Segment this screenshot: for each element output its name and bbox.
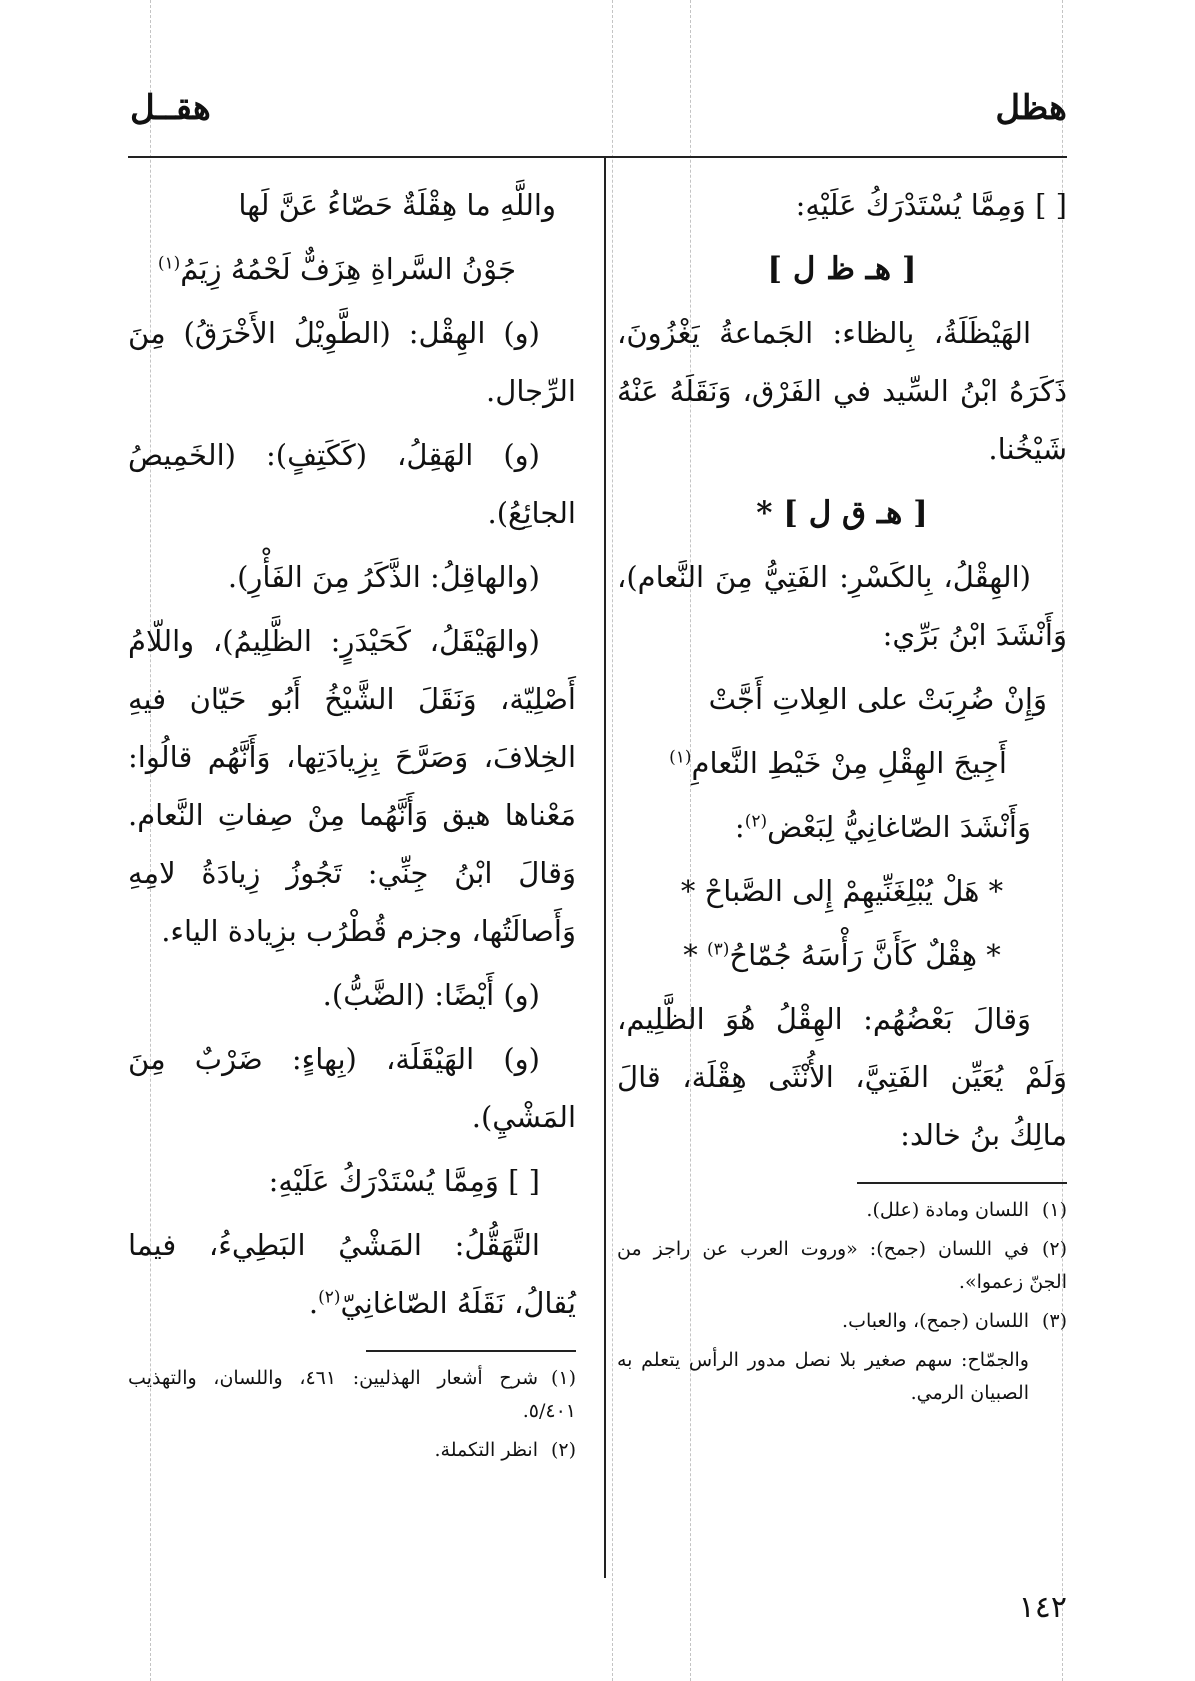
definition-hayqala: (و) الهَيْقَلَة، (بِهاءٍ: ضَرْبٌ مِنَ المَشْيِ).: [128, 1042, 576, 1134]
footnote: [617, 1194, 1067, 1227]
footnote-number: (١): [550, 1367, 576, 1389]
definition-hiql: (الهِقْلُ، بِالكَسْرِ: الفَتِيُّ مِنَ النَّعام)، وَأَنْشَدَ ابْنُ بَرِّي:: [617, 560, 1067, 652]
footnote: [617, 1305, 1067, 1338]
definition-haqil-mouse: (والهاقِلُ: الذَّكَرُ مِنَ الفَأْرِ).: [227, 560, 540, 594]
footnote: [617, 1233, 1067, 1299]
definition-continued: وَقالَ بَعْضُهُم: الهِقْلُ هُوَ الظَّلِيم، وَلَمْ يُعَيِّن الفَتِيَّ، الأُنْثَى هِقْلَة، قالَ مالِكُ بنُ خالد:: [617, 1002, 1067, 1152]
footnote-marker: (١): [669, 747, 692, 768]
addendum-line: [ ] وَمِمَّا يُسْتَدْرَكُ عَلَيْهِ:: [795, 188, 1067, 222]
footnote-text: شرح أشعار الهذليين: ٤٦١، واللسان، والتهذيب ٥/٤٠١.: [128, 1367, 576, 1422]
quote-intro-text: وَأَنْشَدَ الصّاغانِيُّ لِبَعْض: [767, 810, 1031, 844]
footnote-text: اللسان (جمح)، والعباب.: [842, 1310, 1029, 1332]
definition-text: التَّهَقُّلُ: المَشْيُ البَطِيءُ، فيما يُقالُ، نَقَلَهُ الصّاغانِيّ: [128, 1228, 576, 1320]
footnote-rule: [857, 1182, 1067, 1184]
running-head-right: هظل: [995, 88, 1067, 128]
header-rule: [128, 156, 1067, 158]
rajaz-text: * هِقْلٌ كَأَنَّ رَأْسَهُ جُمّاحُ: [729, 938, 1001, 972]
footnote-continuation: والجمّاح: سهم صغير بلا نصل مدور الرأس يتعلم به الصبيان الرمي.: [617, 1349, 1029, 1404]
footnote-text: اللسان ومادة (علل).: [866, 1199, 1029, 1221]
footnote-number: (٢): [1041, 1238, 1067, 1260]
verse-line: [617, 734, 1067, 792]
footnote-marker: (٢): [318, 1287, 341, 1308]
footnote-marker: (١): [157, 253, 181, 274]
right-column: [617, 176, 1067, 1416]
verse-line: [128, 240, 576, 298]
page-number: ١٤٢: [1018, 1590, 1067, 1625]
left-column: [128, 176, 576, 1473]
footnote-text: في اللسان (جمح): «وروت العرب عن راجز من الجنّ زعموا».: [617, 1238, 1067, 1293]
footnote: [128, 1434, 576, 1467]
quote-intro: [617, 798, 1067, 856]
rajaz-line: * هَلْ يُبْلِغَنِّيهِمْ إِلى الصَّباحْ *: [680, 874, 1004, 908]
footnote-marker: (٣): [706, 939, 730, 960]
footnote-marker: (٢): [744, 811, 768, 832]
column-divider: [604, 156, 606, 1578]
verse-text: جَوْنُ السَّراةِ هِزَفٌّ لَحْمُهُ زِيَمُ: [180, 252, 516, 286]
verse-line: وَإِنْ ضُرِبَتْ على العِلاتِ أَجَّتْ: [708, 682, 1047, 716]
footnote-number: (١): [1041, 1199, 1067, 1221]
definition-haqil: (و) الهَقِلُ، (كَكَتِفٍ): (الخَمِيصُ الجائِعُ).: [128, 438, 576, 530]
footnote-number: (٢): [550, 1439, 576, 1461]
running-head-left: هقــل: [130, 88, 211, 128]
definition-dabb: (و) أَيْضًا: (الضَّبُّ).: [322, 978, 540, 1012]
footnote: [128, 1362, 576, 1428]
rajaz-line: [617, 926, 1067, 984]
footnote-rule: [366, 1350, 576, 1352]
punctuation: :: [734, 810, 745, 844]
definition-tall-clumsy: (و) الهِقْل: (الطَّوِيْلُ الأَخْرَقُ) مِنَ الرِّجال.: [128, 316, 576, 408]
verse-text: أَجِيجَ الهِقْلِ مِنْ خَيْطِ النَّعامِ: [691, 746, 1007, 780]
definition-tahaqqul: [128, 1216, 576, 1332]
punctuation: .: [308, 1286, 319, 1320]
footnote-text: انظر التكملة.: [434, 1439, 538, 1461]
entry-heading-hql: [ هـ ق ل ] *: [756, 495, 928, 531]
definition-hayqal: (والهَيْقَلُ، كَحَيْدَرٍ: الظَّلِيمُ)، واللّامُ أَصْلِيّة، وَنَقَلَ الشَّيْخُ أَبُو حَيّان فيهِ الخِلافَ، وَصَرَّحَ بِزِيادَتِها، وَأَنَّهُم قالُوا: مَعْناها هيق وَأَنَّهُما مِنْ صِفاتِ النَّعام. وَقالَ ابْنُ جِنِّي: تَجُوزُ زِيادَةُ لامِهِ وَأَصالَتُها، وجزم قُطْرُب بزِيادة الياء.: [128, 624, 576, 948]
addendum-line: [ ] وَمِمَّا يُسْتَدْرَكُ عَلَيْهِ:: [268, 1164, 540, 1198]
entry-heading-hzl: [ هـ ظ ل ]: [767, 251, 917, 287]
rajaz-star: *: [683, 938, 707, 972]
definition-haythala: الهَيْظَلَةُ، بِالظاء: الجَماعةُ يَغْزُونَ، ذَكَرَهُ ابْنُ السِّيد في الفَرْق، وَنَقَلَهُ عَنْهُ شَيْخُنا.: [617, 316, 1067, 466]
verse-line: واللَّهِ ما هِقْلَةٌ حَصّاءُ عَنَّ لَها: [238, 188, 556, 222]
footnote-number: (٣): [1041, 1310, 1067, 1332]
